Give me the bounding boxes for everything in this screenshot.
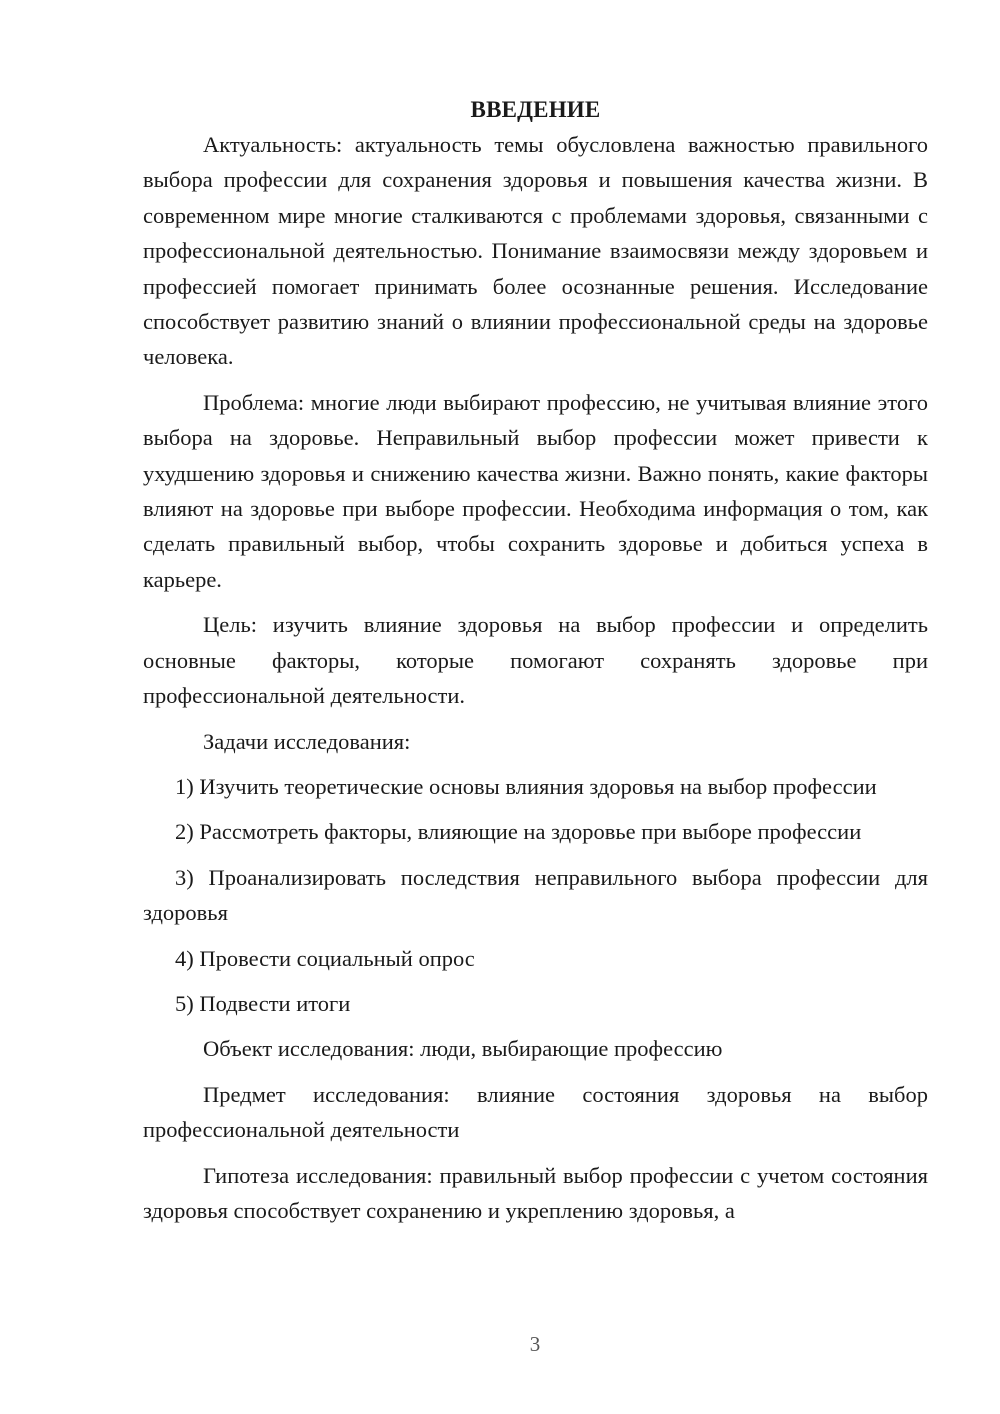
paragraph-object: Объект исследования: люди, выбирающие профессию xyxy=(203,1036,723,1062)
paragraph-subject: Предмет исследования: влияние состояния здоровья на выбор профессиональной деятельности xyxy=(143,1081,928,1143)
task-item-4: 4) Провести социальный опрос xyxy=(175,945,475,971)
paragraph-problem: Проблема: многие люди выбирают профессию, не учитывая влияние этого выбора на здоровье. Неправильный выбор профессии может привести к ухудшению здоровья и снижению качества жизни. Важно понять, какие факторы влияют на здоровье при выборе профессии. Необходима информация о том, как сделать правильный выбор, чтобы сохранить здоровье и добиться успеха в карьере. xyxy=(143,389,928,592)
page-title: ВВЕДЕНИЕ xyxy=(470,97,601,122)
task-item-5: 5) Подвести итоги xyxy=(175,990,351,1016)
paragraph-hypothesis: Гипотеза исследования: правильный выбор профессии с учетом состояния здоровья способствует сохранению и укреплению здоровья, а xyxy=(143,1162,928,1223)
document-page xyxy=(143,92,928,1228)
task-item-1: 1) Изучить теоретические основы влияния здоровья на выбор профессии xyxy=(175,773,877,799)
task-item-3: 3) Проанализировать последствия неправильного выбора профессии для здоровья xyxy=(143,864,928,926)
task-item-2: 2) Рассмотреть факторы, влияющие на здоровье при выборе профессии xyxy=(175,819,862,845)
page-number: 3 xyxy=(529,1332,541,1356)
paragraph-actuality: Актуальность: актуальность темы обусловлена важностью правильного выбора профессии для сохранения здоровья и повышения качества жизни. В современном мире многие сталкиваются с проблемами здоровья, связанными с профессиональной деятельностью. Понимание взаимосвязи между здоровьем и профессией помогает принимать более осознанные решения. Исследование способствует развитию знаний о влиянии профессиональной среды на здоровье человека. xyxy=(143,132,928,370)
paragraph-goal: Цель: изучить влияние здоровья на выбор профессии и определить основные факторы, которые помогают сохранять здоровье при профессиональной деятельности. xyxy=(143,612,928,709)
tasks-heading: Задачи исследования: xyxy=(203,728,411,754)
